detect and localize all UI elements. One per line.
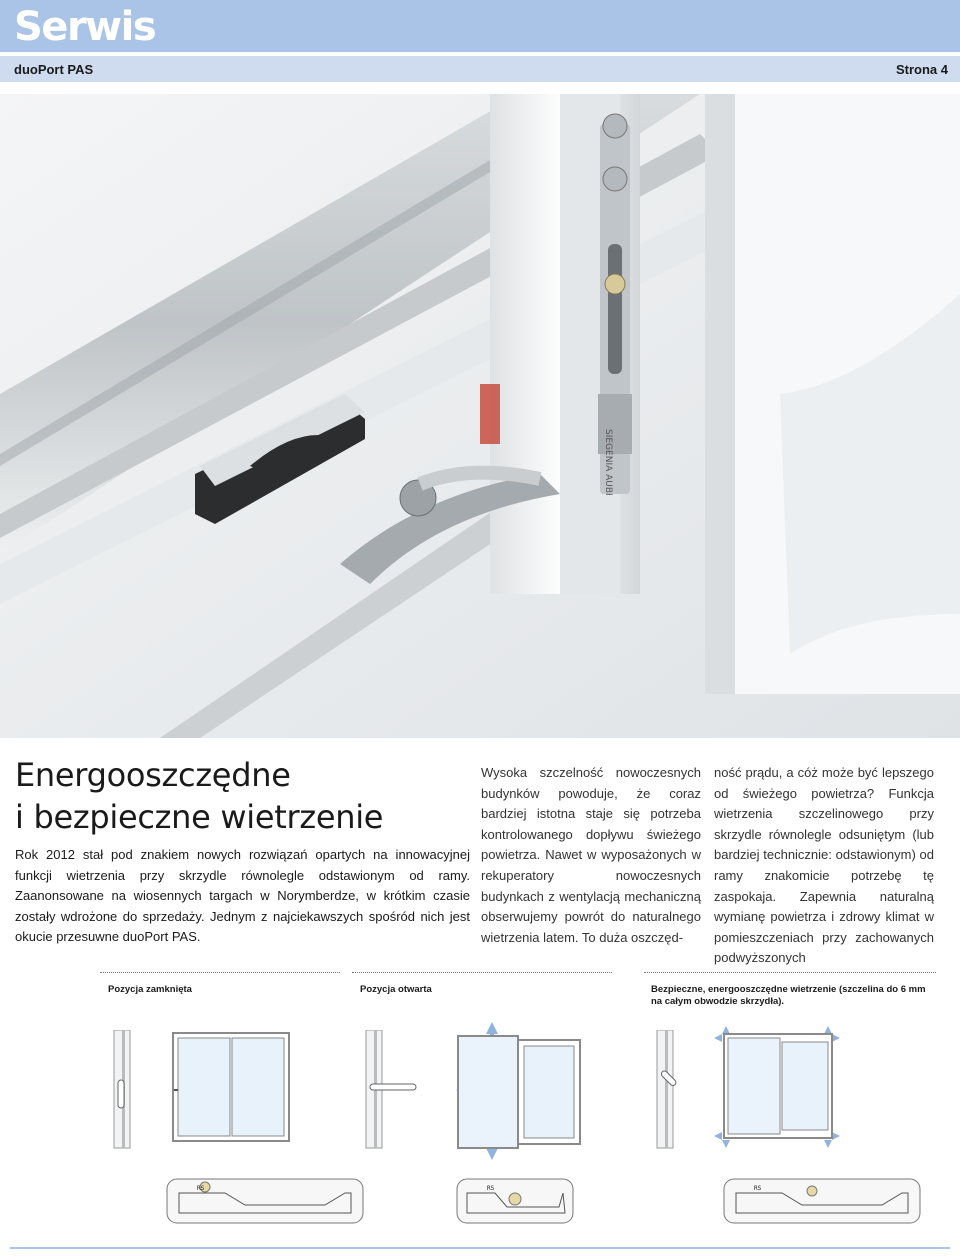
divider-closed bbox=[100, 972, 340, 974]
product-name: duoPort PAS bbox=[14, 62, 94, 77]
lead-paragraph: Rok 2012 stał pod znakiem nowych rozwiązań opartych na innowacyjnej funkcji wietrzenia przy skrzydle równolegle odstawionym od ramy. Zaanonsowane na wiosennych targach w Norymberdze, w krótkim czasie zostały wdrożone do sprzedaży. Jednym z najciekawszych spośród nich jest okucie przesuwne duoPort PAS. bbox=[15, 847, 470, 945]
section-title: Serwis bbox=[14, 4, 156, 50]
hardware-mark-vent: RS bbox=[754, 1185, 762, 1192]
hardware-diagram-closed bbox=[165, 1177, 365, 1227]
page-number: Strona 4 bbox=[895, 62, 948, 77]
handle-profile-open bbox=[360, 1030, 420, 1150]
window-diagram-open bbox=[454, 1012, 584, 1162]
divider-open bbox=[352, 972, 612, 974]
divider-vent bbox=[644, 972, 936, 974]
window-diagram-closed bbox=[172, 1032, 290, 1142]
headline-line-1: Energooszczędne bbox=[15, 756, 291, 794]
body-column-3: ność prądu, a cóż może być lepszego od świeżego powietrza? Funkcja wietrzenia szczelinowego przy skrzydle równolegle odsuniętym (lub bardziej technicznie: odstawionym) od ramy znakomicie potrzebę tę zaspokaja. Zapewnia naturalną wymianę powietrza i zdrowy klimat w pomieszczeniach przy zachowanych podwyższonych bbox=[714, 765, 934, 966]
subheader-bar bbox=[0, 56, 960, 82]
headline-line-2: i bezpieczne wietrzenie bbox=[15, 798, 384, 836]
photo-label-stamp: SIEGENIA AUBI bbox=[603, 429, 613, 496]
handle-profile-vent bbox=[651, 1030, 681, 1150]
window-diagram-vent bbox=[710, 1022, 845, 1152]
label-closed-position: Pozycja zamknięta bbox=[108, 984, 192, 995]
header-band bbox=[0, 0, 960, 52]
hardware-mark-open: RS bbox=[487, 1185, 495, 1192]
body-column-2: Wysoka szczelność nowoczesnych budynków powoduje, że coraz bardziej istotna staje się potrzeba kontrolowanego dopływu świeżego powietrza. Nawet w wyposażonych w rekuperatory nowoczesnych budynkach z wentylacją mechaniczną obserwujemy powrót do naturalnego wietrzenia latem. To duża oszczęd- bbox=[481, 765, 701, 945]
label-vent-position: Bezpieczne, energooszczędne wietrzenie (szczelina do 6 mm na całym obwodzie skrzydła). bbox=[651, 984, 926, 1007]
hardware-diagram-open bbox=[455, 1177, 575, 1227]
handle-profile-closed bbox=[108, 1030, 138, 1150]
product-photo bbox=[0, 94, 960, 738]
footer-rule bbox=[10, 1247, 950, 1249]
hardware-mark-closed: RS bbox=[197, 1185, 205, 1192]
article-headline bbox=[15, 754, 455, 838]
label-open-position: Pozycja otwarta bbox=[360, 984, 432, 995]
hardware-diagram-vent bbox=[722, 1177, 922, 1227]
